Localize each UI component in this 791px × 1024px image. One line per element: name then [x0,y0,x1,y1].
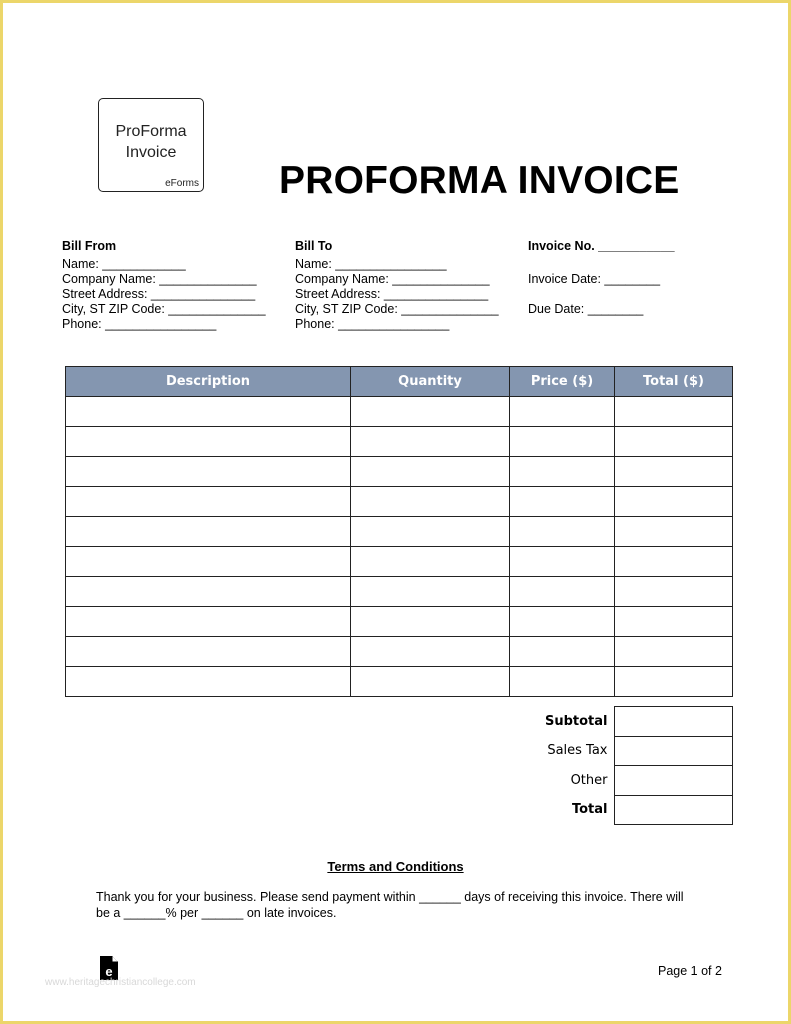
table-row [66,457,733,487]
total-cell[interactable] [615,637,733,667]
price-cell[interactable] [510,637,615,667]
price-cell[interactable] [510,547,615,577]
page-number: Page 1 of 2 [658,964,722,978]
line-items-table [65,366,733,697]
total-cell[interactable] [615,487,733,517]
price-cell[interactable] [510,517,615,547]
bill-from-street[interactable]: Street Address: _______________ [62,287,256,301]
proforma-logo [98,98,204,192]
quantity-cell[interactable] [351,667,510,697]
description-cell[interactable] [66,637,351,667]
price-cell[interactable] [510,427,615,457]
table-row [66,517,733,547]
bill-from-name[interactable]: Name: ____________ [62,257,186,271]
price-cell[interactable] [510,457,615,487]
quantity-cell[interactable] [351,517,510,547]
quantity-cell[interactable] [351,397,510,427]
quantity-cell[interactable] [351,427,510,457]
total-cell[interactable] [615,667,733,697]
summary-row-sales-tax [423,736,732,766]
table-row [66,547,733,577]
watermark-url: www.heritagechristiancollege.com [45,977,196,988]
summary-row-total [423,795,732,825]
description-cell[interactable] [66,577,351,607]
logo-line-1: ProForma [115,123,187,140]
bill-to-city[interactable]: City, ST ZIP Code: ______________ [295,302,499,316]
quantity-cell[interactable] [351,487,510,517]
svg-text:e: e [105,964,113,979]
price-cell[interactable] [510,607,615,637]
bill-to-street[interactable]: Street Address: _______________ [295,287,489,301]
bill-to-section [295,239,499,332]
table-header-row [66,367,733,397]
quantity-cell[interactable] [351,637,510,667]
price-cell[interactable] [510,577,615,607]
due-date[interactable]: Due Date: ________ [528,302,644,316]
total-cell[interactable] [615,517,733,547]
logo-line-2: Invoice [125,144,177,161]
bill-to-name[interactable]: Name: ________________ [295,257,447,271]
subtotal-field[interactable] [614,707,732,737]
terms-text: Thank you for your business. Please send payment within ______ days of receiving this invoice. There will be a ______% per ______ on late invoices. [96,890,684,920]
total-label: Total [571,802,608,818]
bill-to-phone[interactable]: Phone: ________________ [295,317,450,331]
table-body [66,397,733,697]
bill-from-heading: Bill From [62,239,117,253]
quantity-cell[interactable] [351,577,510,607]
invoice-date[interactable]: Invoice Date: ________ [528,272,661,286]
bill-from-city[interactable]: City, ST ZIP Code: ______________ [62,302,266,316]
bill-from-phone[interactable]: Phone: ________________ [62,317,217,331]
total-cell[interactable] [615,607,733,637]
table-row [66,607,733,637]
invoice-number[interactable]: Invoice No. ___________ [528,239,675,253]
price-cell[interactable] [510,667,615,697]
page-title: PROFORMA INVOICE [279,159,680,202]
total-cell[interactable] [615,577,733,607]
table-row [66,667,733,697]
total-cell[interactable] [615,457,733,487]
description-cell[interactable] [66,457,351,487]
logo-brand: eForms [165,178,199,189]
sales-tax-label: Sales Tax [547,743,608,759]
quantity-cell[interactable] [351,547,510,577]
description-cell[interactable] [66,487,351,517]
bill-to-company[interactable]: Company Name: ______________ [295,272,490,286]
spacer [528,287,675,302]
quantity-cell[interactable] [351,607,510,637]
table-row [66,487,733,517]
bill-from-section [62,239,266,332]
other-field[interactable] [614,766,732,796]
price-cell[interactable] [510,397,615,427]
total-cell[interactable] [615,547,733,577]
sales-tax-field[interactable] [614,736,732,766]
summary-row-other [423,766,732,796]
price-cell[interactable] [510,487,615,517]
summary-row-subtotal [423,707,732,737]
subtotal-label: Subtotal [544,713,608,729]
description-cell[interactable] [66,397,351,427]
other-label: Other [570,772,608,788]
total-field[interactable] [614,795,732,825]
summary-table [423,706,733,825]
spacer [528,257,675,272]
quantity-cell[interactable] [351,457,510,487]
total-cell[interactable] [615,397,733,427]
total-cell[interactable] [615,427,733,457]
description-cell[interactable] [66,547,351,577]
column-header-total: Total ($) [615,367,733,397]
column-header-description: Description [66,367,351,397]
table-row [66,577,733,607]
column-header-price: Price ($) [510,367,615,397]
terms-heading: Terms and Conditions [327,859,464,874]
bill-to-heading: Bill To [295,239,333,253]
bill-from-company[interactable]: Company Name: ______________ [62,272,257,286]
table-row [66,637,733,667]
description-cell[interactable] [66,607,351,637]
description-cell[interactable] [66,667,351,697]
column-header-quantity: Quantity [351,367,510,397]
table-row [66,397,733,427]
invoice-info-section [528,239,675,317]
table-row [66,427,733,457]
description-cell[interactable] [66,517,351,547]
description-cell[interactable] [66,427,351,457]
